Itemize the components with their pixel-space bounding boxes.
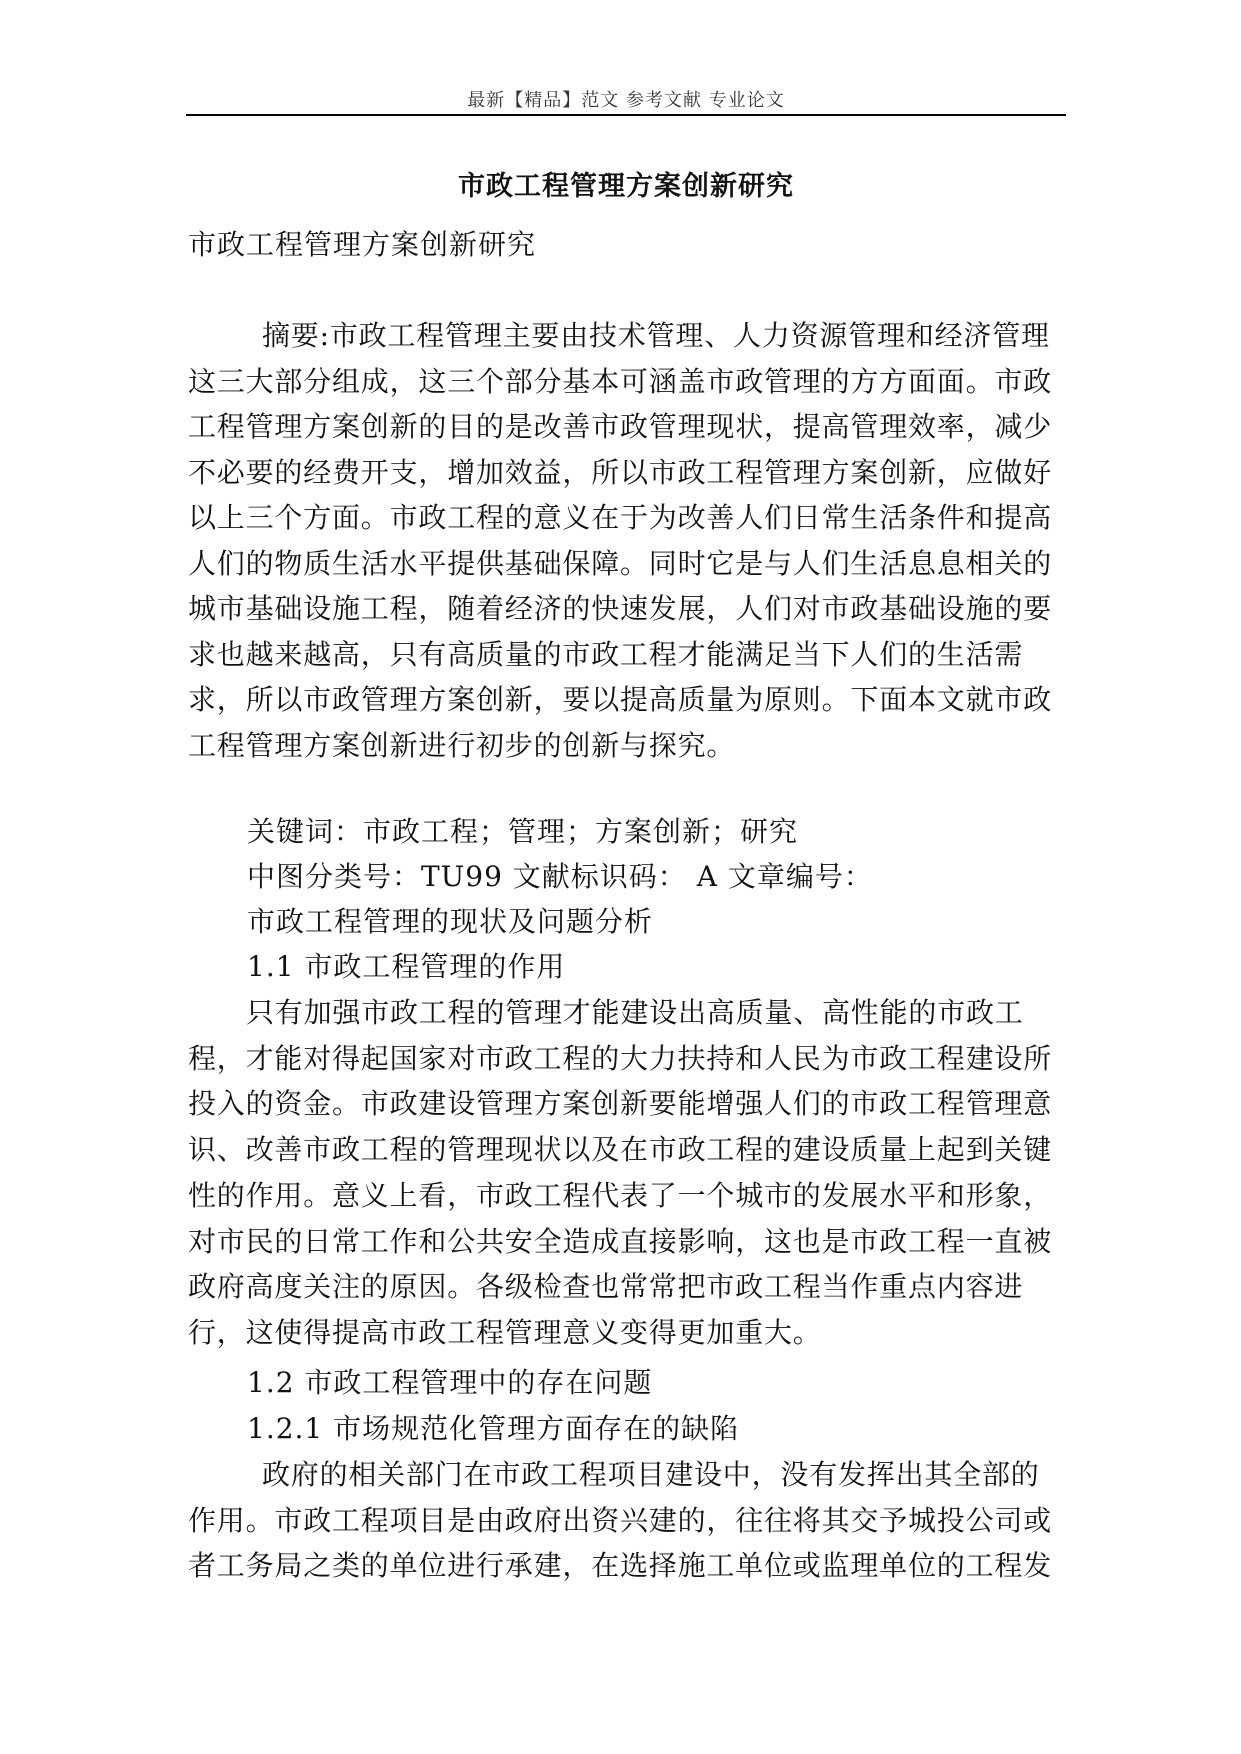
subsection-heading-1-1: 1.1 市政工程管理的作用 [247, 950, 566, 983]
header-divider [186, 114, 1066, 116]
document-title: 市政工程管理方案创新研究 [458, 171, 794, 202]
classification-line: 中图分类号：TU99 文献标识码： A 文章编号： [247, 860, 873, 893]
body-paragraph-1-2-1: 政府的相关部门在市政工程项目建设中，没有发挥出其全部的作用。市政工程项目是由政府出资兴建的，往往将其交予城投公司或者工务局之类的单位进行承建，在选择施工单位或监理单位的工程发 [188, 1458, 1053, 1582]
keywords-line: 关键词：市政工程；管理；方案创新；研究 [247, 815, 799, 848]
subsection-heading-1-2-1: 1.2.1 市场规范化管理方面存在的缺陷 [247, 1412, 740, 1445]
body-paragraph-1-1: 只有加强市政工程的管理才能建设出高质量、高性能的市政工程，才能对得起国家对市政工程的大力扶持和人民为市政工程建设所投入的资金。市政建设管理方案创新要能增强人们的市政工程管理意识、改善市政工程的管理现状以及在市政工程的建设质量上起到关键性的作用。意义上看，市政工程代表了一个城市的发展水平和形象，对市民的日常工作和公共安全造成直接影响，这也是市政工程一直被政府高度关注的原因。各级检查也常常把市政工程当作重点内容进行，这使得提高市政工程管理意义变得更加重大。 [188, 996, 1053, 1349]
document-subtitle: 市政工程管理方案创新研究 [188, 228, 537, 261]
page-header: 最新【精品】范文 参考文献 专业论文 [467, 90, 785, 111]
subsection-heading-1-2: 1.2 市政工程管理中的存在问题 [247, 1366, 653, 1399]
abstract-paragraph: 摘要:市政工程管理主要由技术管理、人力资源管理和经济管理这三大部分组成，这三个部分基本可涵盖市政管理的方方面面。市政工程管理方案创新的目的是改善市政管理现状，提高管理效率，减少不必要的经费开支，增加效益，所以市政工程管理方案创新，应做好以上三个方面。市政工程的意义在于为改善人们日常生活条件和提高人们的物质生活水平提供基础保障。同时它是与人们生活息息相关的城市基础设施工程，随着经济的快速发展，人们对市政基础设施的要求也越来越高，只有高质量的市政工程才能满足当下人们的生活需求，所以市政管理方案创新，要以提高质量为原则。下面本文就市政工程管理方案创新进行初步的创新与探究。 [188, 319, 1053, 762]
section-heading: 市政工程管理的现状及问题分析 [247, 905, 654, 938]
